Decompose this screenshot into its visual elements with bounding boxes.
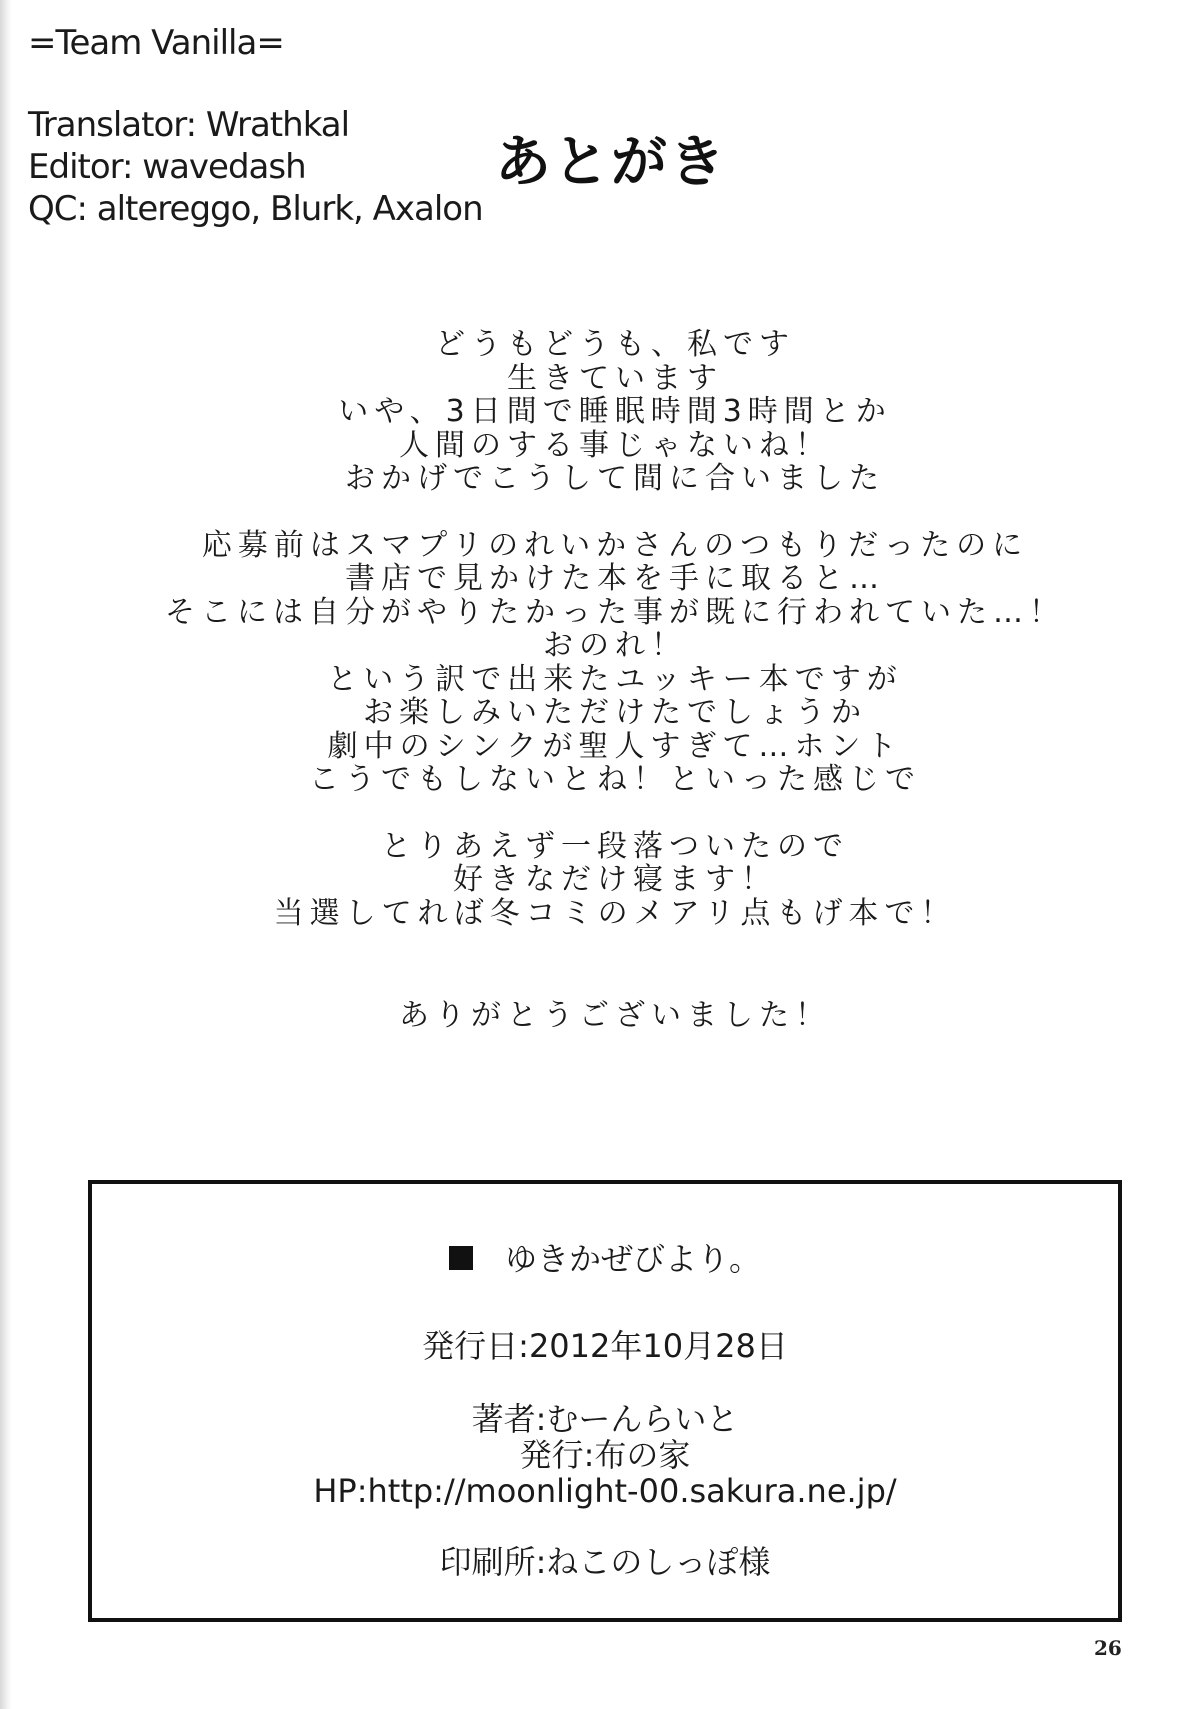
message-line: 書店で見かけた本を手に取ると…: [345, 561, 885, 596]
page-binding-edge: [0, 0, 12, 1709]
printer: 印刷所:ねこのしっぽ様: [439, 1543, 771, 1581]
message-line: という訳で出来たユッキー本ですが: [327, 661, 903, 697]
team-name: =Team Vanilla=: [28, 23, 284, 63]
qc-credit: QC: altereggo, Blurk, Axalon: [28, 189, 483, 229]
message-paragraph-3: [150, 830, 1080, 931]
page-number: 26: [1094, 1636, 1122, 1660]
publisher: 発行:布の家: [519, 1436, 691, 1474]
message-line: とりあえず一段落ついたので: [381, 828, 849, 864]
author: 著者:むーんらいと: [471, 1400, 739, 1438]
message-line: 好きなだけ寝ます！: [453, 862, 777, 897]
afterword-heading: あとがき: [495, 130, 727, 195]
message-paragraph-2: [150, 529, 1080, 797]
message-line: 劇中のシンクが聖人すぎて…ホント: [327, 728, 903, 764]
publication-date: 発行日:2012年10月28日: [422, 1327, 788, 1365]
closing-line: ありがとうございました！: [399, 998, 831, 1033]
message-line: そこには自分がやりたかった事が既に行われていた…！: [165, 594, 1065, 630]
afterword-message: [150, 328, 1080, 1033]
message-paragraph-1: [150, 328, 1080, 496]
translator-credit: Translator: Wrathkal: [28, 105, 350, 145]
colophon-title-row: [92, 1239, 1118, 1279]
message-line: 生きています: [507, 360, 723, 396]
colophon-box: [88, 1180, 1122, 1622]
message-line: 応募前はスマプリのれいかさんのつもりだったのに: [201, 527, 1029, 563]
message-line: いや、3日間で睡眠時間3時間とか: [338, 394, 892, 429]
message-line: おかげでこうして間に合いました: [345, 461, 885, 496]
book-title: ゆきかぜびより。: [504, 1240, 761, 1278]
black-square-icon: [449, 1246, 473, 1270]
editor-credit: Editor: wavedash: [28, 147, 306, 187]
message-line: 人間のする事じゃないね！: [399, 427, 831, 463]
scanlation-credits: [28, 22, 483, 230]
message-line: おのれ！: [543, 628, 687, 663]
message-closing: [150, 999, 1080, 1033]
paragraph-spacer: [150, 963, 1080, 999]
message-line: お楽しみいただけたでしょうか: [363, 695, 867, 730]
homepage-url: HP:http://moonlight-00.sakura.ne.jp/: [313, 1472, 897, 1510]
message-line: 当選してれば冬コミのメアリ点もげ本で！: [273, 895, 957, 931]
message-line: どうもどうも、私です: [435, 327, 795, 362]
message-line: こうでもしないとね！といった感じで: [309, 762, 921, 797]
